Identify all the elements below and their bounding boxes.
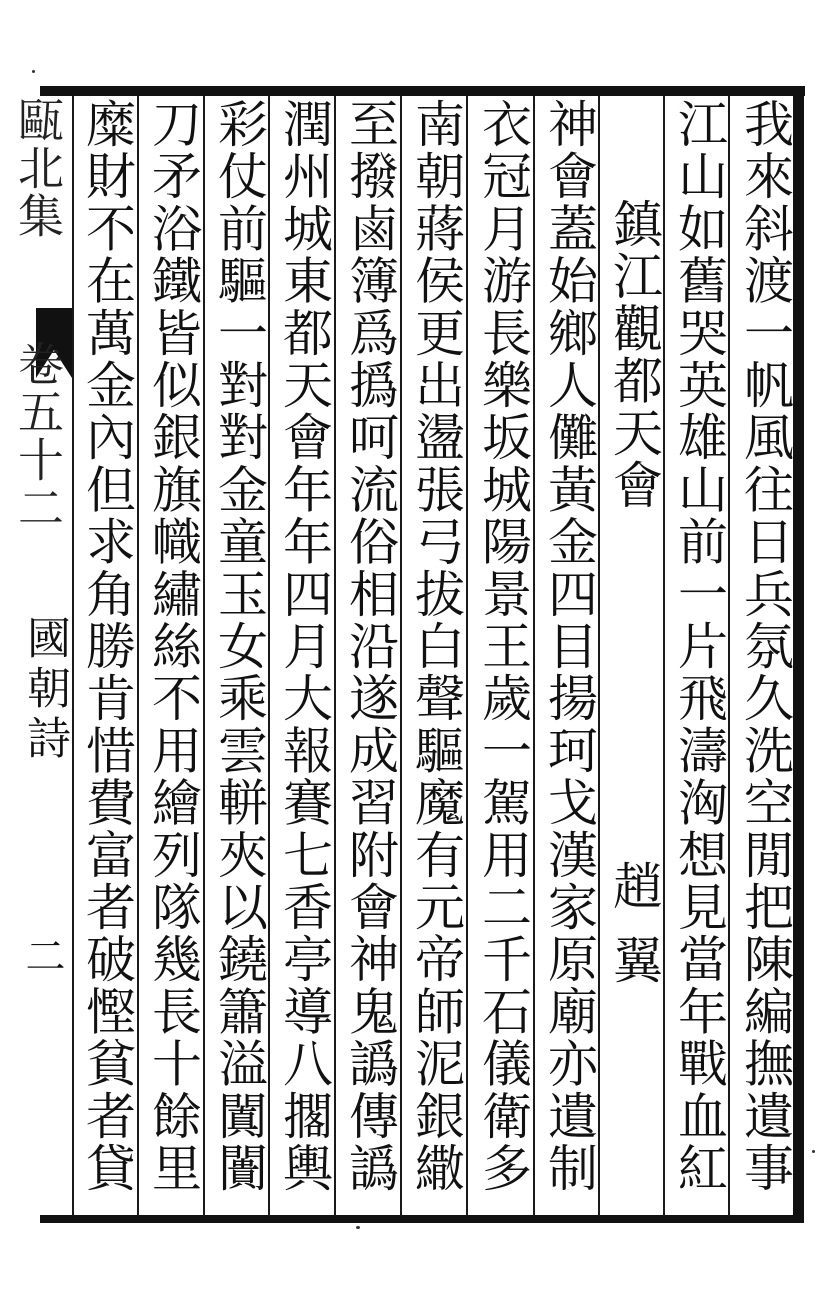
margin-volume: 卷五十二 bbox=[11, 340, 65, 532]
margin-book-title: 甌北集 bbox=[11, 96, 65, 240]
poem-line-6: 至撥鹵簿爲撝呵流俗相沿遂成習附會神鬼譌傳譌 bbox=[341, 98, 399, 1195]
poem-line-5: 南朝蔣侯更出盪張弓拔白聲驅魔有元帝師泥銀繖 bbox=[407, 98, 465, 1195]
poem-author: 趙翼 bbox=[605, 860, 663, 1008]
frame-bottom-border bbox=[40, 1215, 800, 1223]
ink-speck bbox=[812, 1150, 815, 1153]
poem-line-3: 神會蓋始鄉人儺黃金四目揚珂戈漢家原廟亦遺制 bbox=[540, 98, 598, 1195]
poem-line-4: 衣冠月游長樂坂城陽景王歲一駕用二千石儀衛多 bbox=[474, 98, 532, 1195]
poem-line-2: 江山如舊哭英雄山前一片飛濤洶想見當年戰血紅 bbox=[670, 98, 728, 1195]
ink-speck bbox=[32, 70, 35, 73]
poem-line-1: 我來斜渡一帆風往日兵氛久洗空閒把陳編撫遺事 bbox=[736, 98, 794, 1195]
margin-section-label: 國朝詩 bbox=[19, 615, 70, 765]
column-rule bbox=[72, 96, 74, 1216]
poem-line-9: 刀矛浴鐵皆似銀旗幟繡絲不用繪列隊幾長十餘里 bbox=[144, 98, 202, 1195]
ink-speck bbox=[356, 1226, 360, 1229]
frame-top-border bbox=[40, 86, 805, 96]
poem-line-7: 潤州城東都天會年年四月大報賽七香亭導八擱輿 bbox=[275, 98, 333, 1195]
poem-line-10: 糜財不在萬金內但求角勝肯惜費富者破慳貧者貸 bbox=[78, 98, 136, 1195]
poem-line-8: 彩仗前驅一對對金童玉女乘雲軿夾以鐃簫溢闐闠 bbox=[210, 98, 268, 1195]
poem-title: 鎮江觀都天會 bbox=[605, 198, 663, 512]
margin-page-number: 二 bbox=[19, 935, 65, 975]
